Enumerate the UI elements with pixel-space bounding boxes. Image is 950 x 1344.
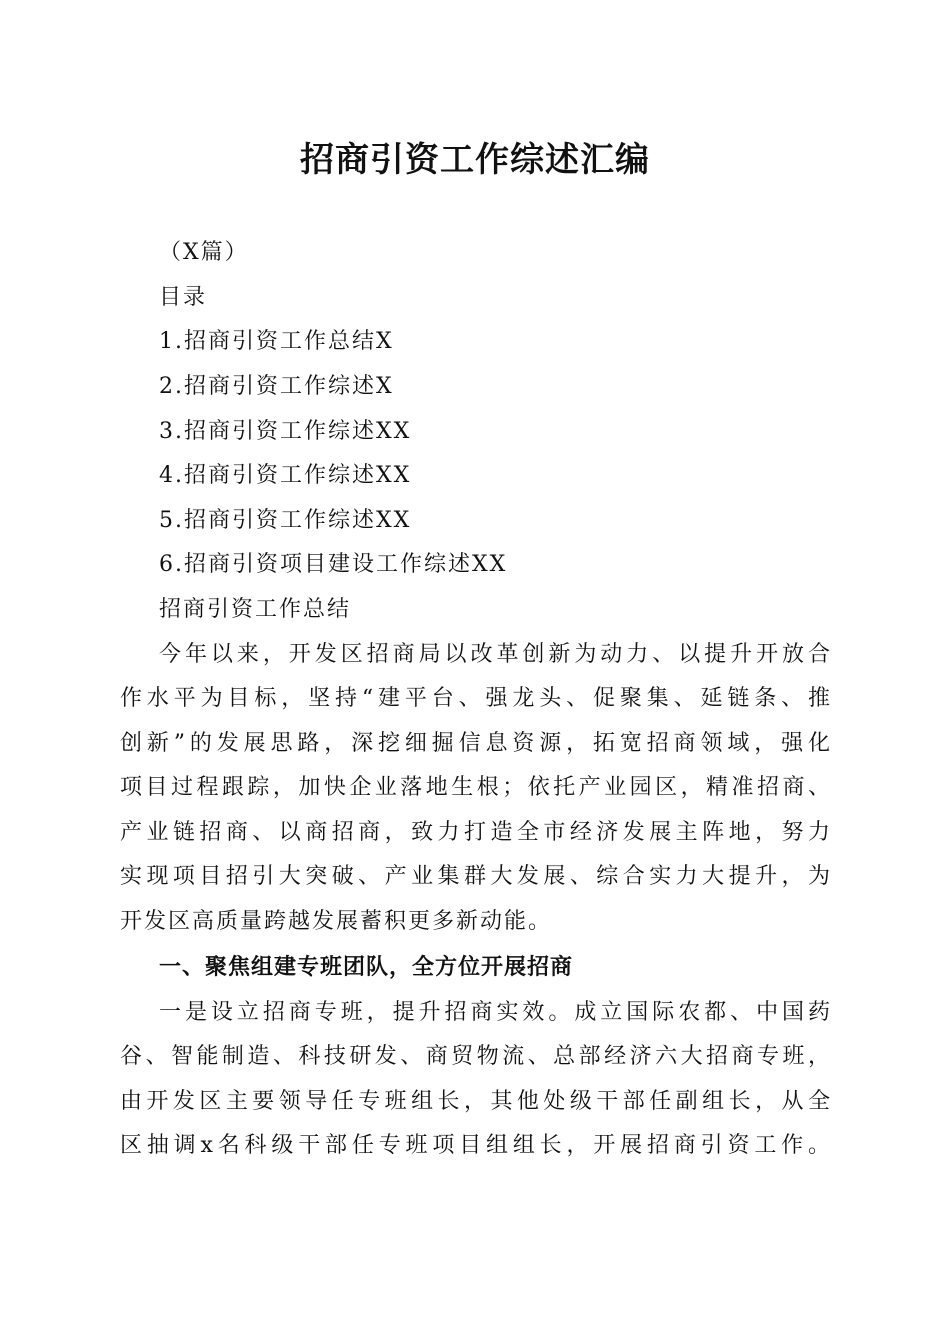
toc-item: 5.招商引资工作综述XX [159, 508, 412, 533]
paragraph-line: 今年以来，开发区招商局以改革创新为动力、以提升开放合 [159, 642, 832, 667]
count-note: （X篇） [159, 240, 249, 265]
document-title: 招商引资工作综述汇编 [300, 140, 650, 180]
toc-item: 2.招商引资工作综述X [159, 374, 394, 399]
paragraph-line: 谷、智能制造、科技研发、商贸物流、总部经济六大招商专班， [120, 1044, 832, 1069]
article-title: 招商引资工作总结 [159, 597, 352, 622]
paragraph-line: 开发区高质量跨越发展蓄积更多新动能。 [120, 909, 553, 934]
paragraph-line: 区抽调x名科级干部任专班项目组组长，开展招商引资工作。 [120, 1133, 832, 1158]
section-heading: 一、聚焦组建专班团队，全方位开展招商 [159, 955, 574, 980]
toc-item: 3.招商引资工作综述XX [159, 419, 412, 444]
toc-item: 1.招商引资工作总结X [159, 329, 394, 354]
paragraph-line: 实现项目招引大突破、产业集群大发展、综合实力大提升，为 [120, 864, 832, 889]
paragraph-line: 创新”的发展思路，深挖细掘信息资源，拓宽招商领域，强化 [120, 731, 832, 756]
toc-heading: 目录 [159, 285, 208, 310]
toc-item: 6.招商引资项目建设工作综述XX [159, 552, 508, 577]
paragraph-line: 作水平为目标，坚持“建平台、强龙头、促聚集、延链条、推 [120, 686, 832, 711]
toc-item: 4.招商引资工作综述XX [159, 463, 412, 488]
paragraph-line: 由开发区主要领导任专班组长，其他处级干部任副组长，从全 [120, 1089, 832, 1114]
paragraph-line: 项目过程跟踪，加快企业落地生根；依托产业园区，精准招商、 [120, 775, 832, 800]
paragraph-line: 产业链招商、以商招商，致力打造全市经济发展主阵地，努力 [120, 820, 832, 845]
paragraph-line: 一是设立招商专班，提升招商实效。成立国际农都、中国药 [159, 1000, 832, 1025]
